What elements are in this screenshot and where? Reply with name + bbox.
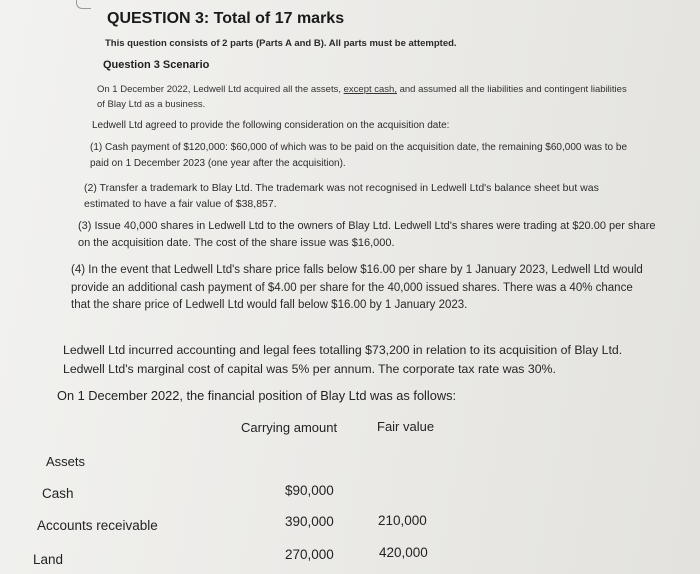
page-corner-mark xyxy=(76,0,91,9)
question-title: QUESTION 3: Total of 17 marks xyxy=(107,10,345,27)
scenario-heading: Question 3 Scenario xyxy=(103,59,210,71)
cell-land-fair: 420,000 xyxy=(379,545,428,560)
para1-underlined: except cash, xyxy=(343,84,397,95)
cell-cash-carrying: $90,000 xyxy=(285,483,334,498)
row-label-land: Land xyxy=(33,552,64,567)
column-header-carrying-amount: Carrying amount xyxy=(241,420,338,435)
consideration-item-2: (2) Transfer a trademark to Blay Ltd. The trademark was not recognised in Ledwell Ltd's balance sheet but was estimated to have a fair value of $38,857. xyxy=(84,182,599,210)
column-header-fair-value: Fair value xyxy=(377,419,435,434)
para1-text-b: and assumed all the liabilities and contingent liabilities of Blay Ltd as a business. xyxy=(97,84,627,110)
cell-land-carrying: 270,000 xyxy=(285,547,334,562)
row-label-cash: Cash xyxy=(42,486,74,501)
para1-text-a: On 1 December 2022, Ledwell Ltd acquired all the assets, xyxy=(97,84,344,95)
consideration-item-3: (3) Issue 40,000 shares in Ledwell Ltd to the owners of Blay Ltd. Ledwell Ltd's shares were trading at $20.00 per share on the acquisition date. The cost of the share issue was $16,000. xyxy=(78,220,656,249)
scenario-paragraph-fees: Ledwell Ltd incurred accounting and legal fees totalling $73,200 in relation to its acquisition of Blay Ltd. Ledwell Ltd's marginal cost of capital was 5% per annum. The corporate tax rate was 30%. xyxy=(63,343,623,376)
row-label-accounts-receivable: Accounts receivable xyxy=(37,518,158,533)
cell-accounts-receivable-fair: 210,000 xyxy=(378,513,427,528)
scenario-paragraph-consideration: Ledwell Ltd agreed to provide the following consideration on the acquisition date: xyxy=(92,120,450,131)
section-heading-assets: Assets xyxy=(46,454,86,469)
cell-accounts-receivable-carrying: 390,000 xyxy=(285,514,334,529)
consideration-item-4: (4) In the event that Ledwell Ltd's share price falls below $16.00 per share by 1 January 2023, Ledwell Ltd would provide an additional cash payment of $4.00 per share for the 40,000 issued shares. There was a 40% chance that the share price of Ledwell Ltd would fall below $16.00 by 1 January 2023. xyxy=(71,264,643,311)
scenario-paragraph-acquisition xyxy=(97,82,637,112)
consideration-item-1: (1) Cash payment of $120,000: $60,000 of which was to be paid on the acquisition date, the remaining $60,000 was to be paid on 1 December 2023 (one year after the acquisition). xyxy=(90,142,628,169)
scenario-paragraph-financial-position: On 1 December 2022, the financial position of Blay Ltd was as follows: xyxy=(57,388,457,403)
question-intro: This question consists of 2 parts (Parts A and B). All parts must be attempted. xyxy=(105,38,457,49)
